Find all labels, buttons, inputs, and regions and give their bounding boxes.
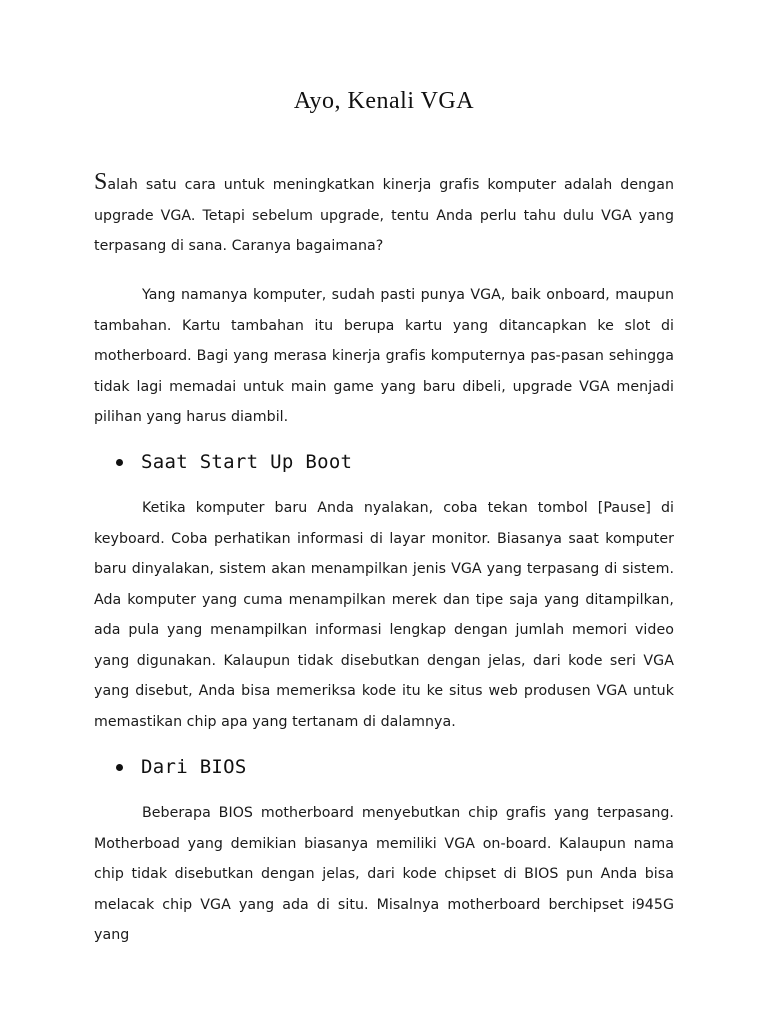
intro-paragraph — [94, 170, 674, 262]
body-paragraph — [94, 280, 674, 433]
drop-cap: S — [94, 169, 108, 195]
section-heading — [94, 751, 674, 783]
intro-block — [94, 170, 674, 262]
section-text: Ketika komputer baru Anda nyalakan, coba tekan tombol [Pause] di keyboard. Coba perhatikan informasi di layar monitor. Biasanya saat komputer baru dinyalakan, sistem akan menampilkan jenis VGA yang terpasang di sistem. Ada komputer yang cuma menampilkan merek dan tipe saja yang ditampilkan, ada pula yang menampilkan informasi lengkap dengan jumlah memori video yang digunakan. Kalaupun tidak disebutkan dengan jelas, dari kode seri VGA yang disebut, Anda bisa memeriksa kode itu ke situs web produsen VGA untuk memastikan chip apa yang tertanam di dalamnya. — [94, 500, 674, 730]
section-heading-text: Dari BIOS — [141, 756, 247, 778]
section-paragraph — [94, 493, 674, 737]
section-heading-row — [94, 446, 674, 478]
intro-text: alah satu cara untuk meningkatkan kinerja grafis komputer adalah dengan upgrade VGA. Tetapi sebelum upgrade, tentu Anda perlu tahu dulu VGA yang terpasang di sana. Caranya bagaimana? — [94, 177, 674, 254]
paragraph-text: Yang namanya komputer, sudah pasti punya VGA, baik onboard, maupun tambahan. Kartu tambahan itu berupa kartu yang ditancapkan ke slot di motherboard. Bagi yang merasa kinerja grafis komputernya pas-pasan sehingga tidak lagi memadai untuk main game yang baru dibeli, upgrade VGA menjadi pilihan yang harus diambil. — [94, 287, 674, 425]
section-paragraph-block — [94, 798, 674, 951]
section-heading-row — [94, 751, 674, 783]
paragraph-block — [94, 280, 674, 433]
bullet-icon — [116, 459, 123, 466]
section-heading-text: Saat Start Up Boot — [141, 451, 353, 473]
section-paragraph — [94, 798, 674, 951]
section-text: Beberapa BIOS motherboard menyebutkan chip grafis yang terpasang. Motherboad yang demikian biasanya memiliki VGA on-board. Kalaupun nama chip tidak disebutkan dengan jelas, dari kode chipset di BIOS pun Anda bisa melacak chip VGA yang ada di situ. Misalnya motherboard berchipset i945G yang — [94, 805, 674, 943]
section-heading — [94, 446, 674, 478]
bullet-icon — [116, 764, 123, 771]
document-title: Ayo, Kenali VGA — [293, 88, 475, 114]
section-paragraph-block — [94, 493, 674, 737]
